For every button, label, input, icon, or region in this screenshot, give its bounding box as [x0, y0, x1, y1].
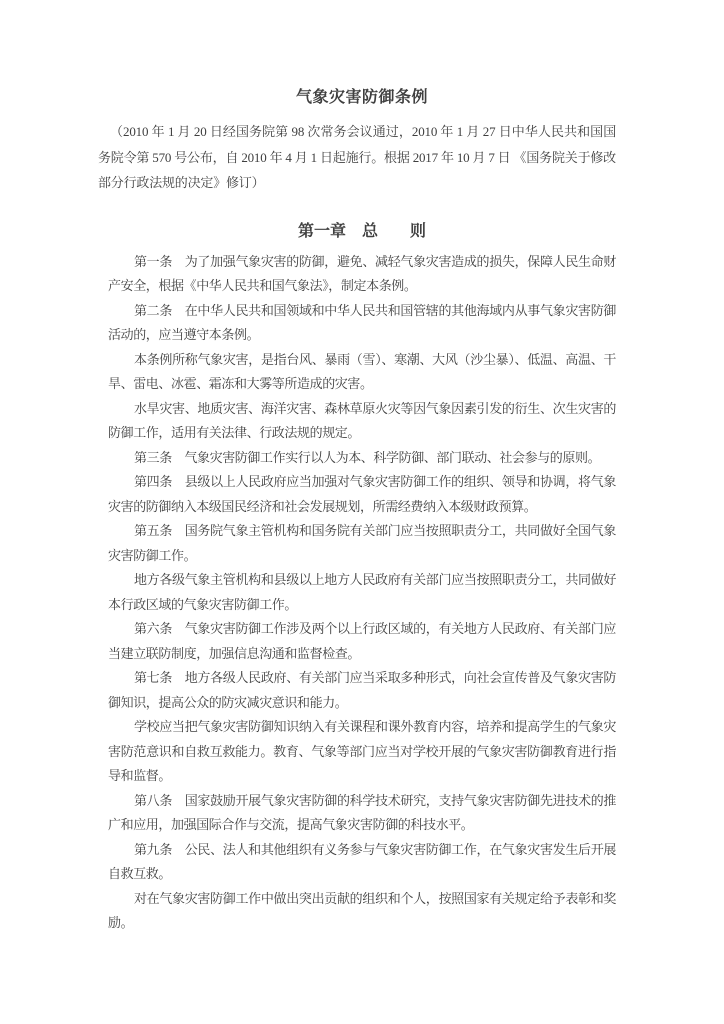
body-paragraph: 第一条 为了加强气象灾害的防御，避免、减轻气象灾害造成的损失，保障人民生命财产安全，根据《中华人民共和国气象法》，制定本条例。 — [108, 253, 616, 293]
body-paragraph: 第五条 国务院气象主管机构和国务院有关部门应当按照职责分工，共同做好全国气象灾害防御工作。 — [108, 523, 616, 563]
body-paragraph: 第六条 气象灾害防御工作涉及两个以上行政区域的，有关地方人民政府、有关部门应当建立联防制度，加强信息沟通和监督检查。 — [108, 621, 616, 661]
body-paragraph: 对在气象灾害防御工作中做出突出贡献的组织和个人，按照国家有关规定给予表彰和奖励。 — [108, 890, 616, 930]
body-paragraph: 第四条 县级以上人民政府应当加强对气象灾害防御工作的组织、领导和协调，将气象灾害的防御纳入本级国民经济和社会发展规划，所需经费纳入本级财政预算。 — [108, 474, 616, 514]
body-paragraph: 第三条 气象灾害防御工作实行以人为本、科学防御、部门联动、社会参与的原则。 — [134, 449, 601, 465]
body-paragraph: 第八条 国家鼓励开展气象灾害防御的科学技术研究，支持气象灾害防御先进技术的推广和应用，加强国际合作与交流，提高气象灾害防御的科技水平。 — [108, 792, 616, 832]
article-body — [108, 250, 616, 936]
body-paragraph: 水旱灾害、地质灾害、海洋灾害、森林草原火灾等因气象因素引发的衍生、次生灾害的防御工作，适用有关法律、行政法规的规定。 — [108, 400, 616, 440]
enactment-note: （2010 年 1 月 20 日经国务院第 98 次常务会议通过，2010 年 1 月 27 日中华人民共和国国务院令第 570 号公布，自 2010 年 4 月 1 日起施行。根据 2017 年 10 月 7 日 《国务院关于修改部分行政法规的决定》修订） — [98, 124, 616, 190]
body-paragraph: 第九条 公民、法人和其他组织有义务参与气象灾害防御工作，在气象灾害发生后开展自救互救。 — [108, 841, 616, 881]
body-paragraph: 学校应当把气象灾害防御知识纳入有关课程和课外教育内容，培养和提高学生的气象灾害防范意识和自救互救能力。教育、气象等部门应当对学校开展的气象灾害防御教育进行指导和监督。 — [108, 719, 616, 783]
body-paragraph: 第二条 在中华人民共和国领域和中华人民共和国管辖的其他海域内从事气象灾害防御活动的，应当遵守本条例。 — [108, 302, 616, 342]
body-paragraph: 第七条 地方各级人民政府、有关部门应当采取多种形式，向社会宣传普及气象灾害防御知识，提高公众的防灾减灾意识和能力。 — [108, 670, 616, 710]
body-paragraph: 地方各级气象主管机构和县级以上地方人民政府有关部门应当按照职责分工，共同做好本行政区域的气象灾害防御工作。 — [108, 572, 616, 612]
body-paragraph: 本条例所称气象灾害，是指台风、暴雨（雪）、寒潮、大风（沙尘暴）、低温、高温、干旱、雷电、冰雹、霜冻和大雾等所造成的灾害。 — [108, 351, 616, 391]
chapter-heading: 第一章 总 则 — [297, 222, 426, 240]
page-title: 气象灾害防御条例 — [295, 89, 428, 106]
